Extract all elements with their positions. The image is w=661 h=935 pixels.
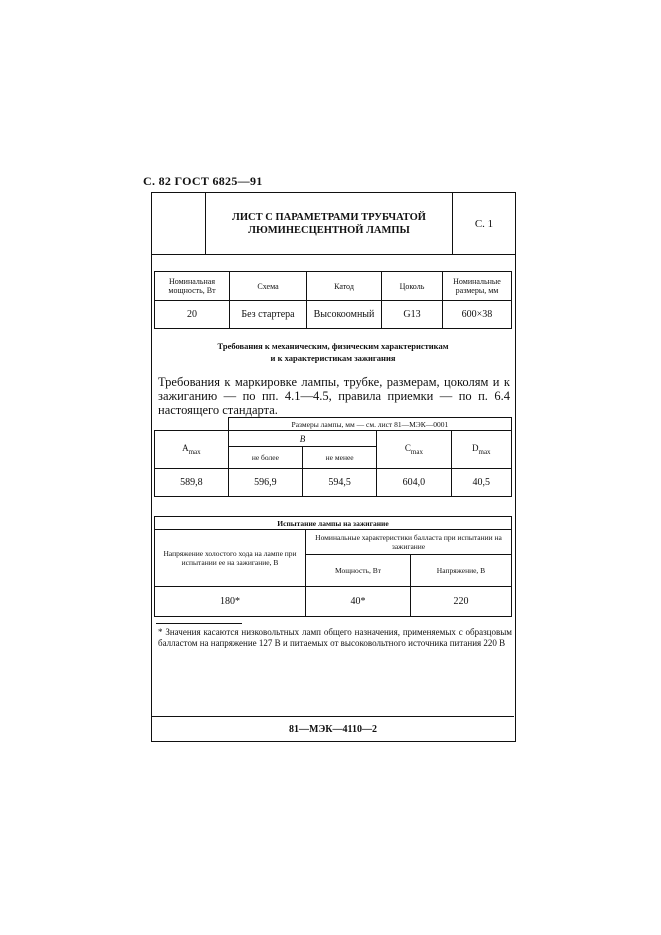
- header-base: Цоколь: [382, 272, 443, 301]
- dims-c-label: C: [404, 443, 411, 454]
- dims-a-sub: max: [188, 447, 201, 456]
- dims-d-sub: max: [478, 447, 491, 456]
- dims-c-header: [377, 431, 451, 469]
- cell-cathode: Высокоомный: [307, 301, 382, 329]
- dims-b-max: не более: [228, 447, 302, 469]
- dims-a-label: A: [182, 443, 189, 454]
- section-heading-line1: Требования к механическим, физическим характеристикам: [217, 341, 449, 351]
- cell-base: G13: [382, 301, 443, 329]
- ignition-table: [154, 516, 512, 617]
- sheet-frame: [151, 192, 516, 742]
- ignition-col-group: Номинальные характеристики балласта при испытании на зажигание: [306, 530, 512, 555]
- footnote: * Значения касаются низковольтных ламп общего назначения, применяемых с образцовым балластом на напряжение 127 В и питаемых от высоковольтного источника питания 220 В: [158, 627, 512, 648]
- dims-d-label: D: [472, 443, 479, 454]
- sheet-footer: 81—МЭК—4110—2: [289, 724, 377, 735]
- footer-rule: [152, 716, 514, 717]
- corner-box: [152, 193, 205, 255]
- ignition-value-voltage: 180*: [155, 587, 306, 617]
- header-scheme: Схема: [230, 272, 307, 301]
- dims-c-sub: max: [410, 447, 423, 456]
- cell-dimensions: 600×38: [443, 301, 512, 329]
- dims-b-min: не менее: [303, 447, 377, 469]
- parameters-table: [154, 271, 512, 329]
- header-power: Номинальная мощность, Вт: [155, 272, 230, 301]
- ignition-col-power: Мощность, Вт: [306, 555, 411, 587]
- cell-scheme: Без стартера: [230, 301, 307, 329]
- dims-caption: Размеры лампы, мм — см. лист 81—МЭК—0001: [228, 418, 511, 431]
- ignition-col-ballast-voltage: Напряжение, В: [411, 555, 512, 587]
- dims-a-header: [155, 431, 229, 469]
- ignition-caption: Испытание лампы на зажигание: [155, 517, 512, 530]
- ignition-value-power: 40*: [306, 587, 411, 617]
- dims-b-header: B: [228, 431, 377, 447]
- requirements-paragraph: Требования к маркировке лампы, трубке, размерам, цоколям и к зажиганию — по пп. 4.1—4.5, правила приемки — по п. 6.4 настоящего стандарта.: [158, 375, 510, 417]
- dims-value-c: 604,0: [377, 469, 451, 497]
- sheet-title: [205, 193, 453, 255]
- page-header: С. 82 ГОСТ 6825—91: [143, 174, 263, 188]
- dims-d-header: [451, 431, 511, 469]
- dims-value-d: 40,5: [451, 469, 511, 497]
- ignition-value-ballast-voltage: 220: [411, 587, 512, 617]
- dims-corner: [155, 418, 229, 431]
- section-heading-line2: и к характеристикам зажигания: [270, 353, 396, 363]
- dimensions-table: [154, 417, 512, 497]
- sheet-title-line2: ЛЮМИНЕСЦЕНТНОЙ ЛАМПЫ: [248, 224, 410, 236]
- sheet-title-line1: ЛИСТ С ПАРАМЕТРАМИ ТРУБЧАТОЙ: [232, 211, 426, 223]
- dims-value-b-min: 594,5: [303, 469, 377, 497]
- footnote-rule: [156, 623, 242, 624]
- ignition-col-voltage: Напряжение холостого хода на лампе при испытании ее на зажигание, В: [155, 530, 306, 587]
- page-ref: С. 1: [453, 193, 515, 255]
- cell-power: 20: [155, 301, 230, 329]
- header-cathode: Катод: [307, 272, 382, 301]
- section-heading: [152, 340, 514, 364]
- dims-value-b-max: 596,9: [228, 469, 302, 497]
- dims-value-a: 589,8: [155, 469, 229, 497]
- header-dimensions: Номинальные размеры, мм: [443, 272, 512, 301]
